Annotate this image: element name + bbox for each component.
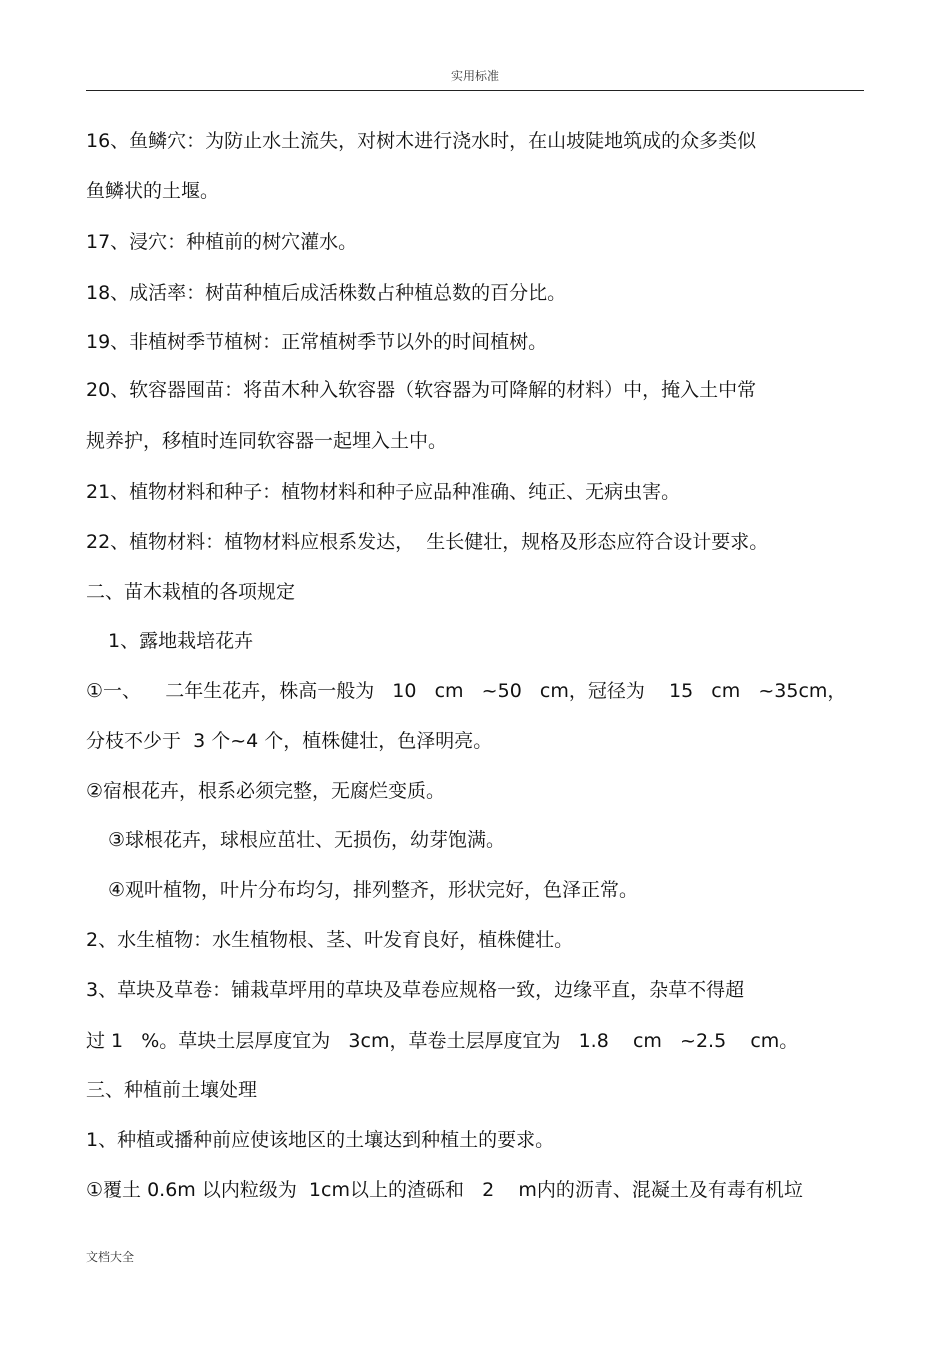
text-line-8: 21、植物材料和种子：植物材料和种子应品种准确、纯正、无病虫害。 [86, 481, 681, 503]
text-line-14: ②宿根花卉，根系必须完整，无腐烂变质。 [86, 780, 446, 802]
text-line-19: 过 1 %。草块土层厚度宜为 3cm，草卷土层厚度宜为 1.8 cm ~2.5 cm。 [86, 1030, 799, 1052]
text-line-1: 16、鱼鳞穴：为防止水土流失，对树木进行浇水时，在山坡陡地筑成的众多类似 [86, 130, 757, 152]
text-line-16: ④观叶植物，叶片分布均匀，排列整齐，形状完好，色泽正常。 [108, 879, 639, 901]
text-line-18: 3、草块及草卷：铺栽草坪用的草块及草卷应规格一致，边缘平直，杂草不得超 [86, 979, 745, 1001]
text-line-7: 规养护，移植时连同软容器一起埋入土中。 [86, 430, 448, 452]
page-header: 实用标准 [450, 69, 499, 83]
subsection-heading-1: 1、露地栽培花卉 [108, 630, 254, 652]
section-heading-2: 二、苗木栽植的各项规定 [86, 581, 296, 603]
text-line-15: ③球根花卉，球根应茁壮、无损伤，幼芽饱满。 [108, 829, 506, 851]
text-line-4: 18、成活率：树苗种植后成活株数占种植总数的百分比。 [86, 282, 567, 304]
text-line-22: ①覆土 0.6m 以内粒级为 1cm以上的渣砾和 2 m内的沥青、混凝土及有毒有机垃 [86, 1179, 803, 1201]
text-line-6: 20、软容器囤苗：将苗木种入软容器（软容器为可降解的材料）中，掩入土中常 [86, 379, 757, 401]
text-line-9: 22、植物材料：植物材料应根系发达， 生长健壮，规格及形态应符合设计要求。 [86, 531, 769, 553]
text-line-3: 17、浸穴：种植前的树穴灌水。 [86, 231, 358, 253]
text-line-12: ①一、 二年生花卉，株高一般为 10 cm ~50 cm，冠径为 15 cm ~35cm， [86, 680, 847, 702]
text-line-17: 2、水生植物：水生植物根、茎、叶发育良好，植株健壮。 [86, 929, 574, 951]
section-heading-3: 三、种植前土壤处理 [86, 1079, 258, 1101]
page-footer: 文档大全 [86, 1250, 135, 1264]
text-line-13: 分枝不少于 3 个~4 个，植株健壮，色泽明亮。 [86, 730, 493, 752]
text-line-5: 19、非植树季节植树：正常植树季节以外的时间植树。 [86, 331, 548, 353]
text-line-21: 1、种植或播种前应使该地区的土壤达到种植土的要求。 [86, 1129, 555, 1151]
header-divider [86, 90, 864, 91]
text-line-2: 鱼鳞状的土堰。 [86, 180, 220, 202]
